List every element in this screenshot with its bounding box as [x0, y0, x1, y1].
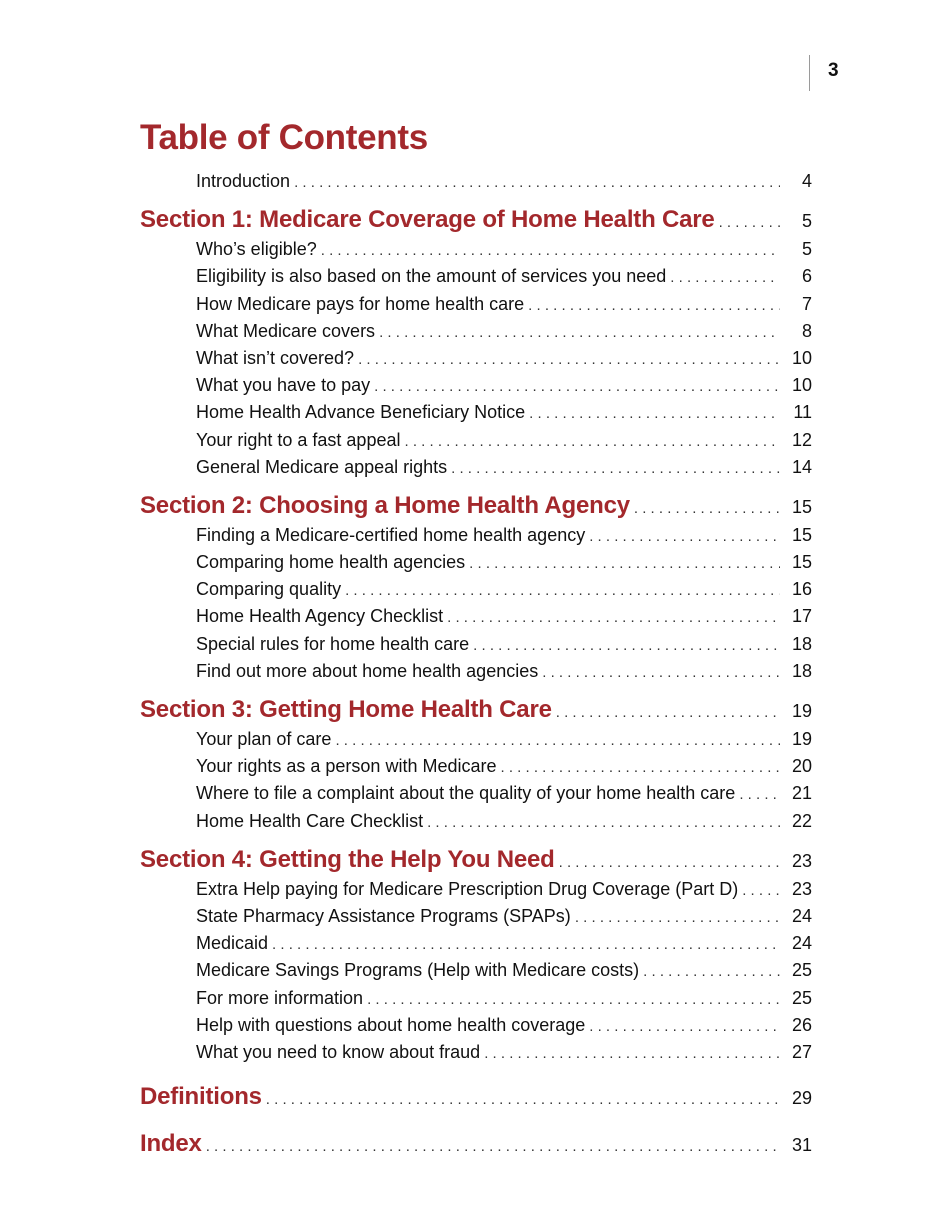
toc-entry-page: 21: [791, 783, 812, 804]
dot-leader: [321, 242, 780, 259]
toc-section-heading[interactable]: [140, 1130, 812, 1163]
toc-section-page: 19: [791, 701, 812, 721]
toc-entry-label: Finding a Medicare-certified home health agency: [196, 524, 586, 545]
toc-section-title: Section 4: Getting the Help You Need: [140, 845, 555, 873]
toc-section-heading[interactable]: [140, 492, 812, 525]
toc-entry-page: 15: [791, 524, 812, 545]
dot-leader: [589, 1018, 780, 1035]
toc-entry[interactable]: [196, 879, 812, 906]
toc-section-heading[interactable]: [140, 1083, 812, 1116]
toc-entry-page: 24: [791, 933, 812, 954]
toc-section-page: 15: [791, 496, 812, 517]
toc-entry-label: What you have to pay: [196, 375, 371, 396]
dot-leader: [556, 704, 780, 721]
toc-entry-page: 23: [791, 878, 812, 899]
toc-entry[interactable]: [196, 457, 812, 484]
toc-entry-label: Medicaid: [196, 933, 269, 954]
toc-entry-page: 11: [793, 402, 812, 423]
toc-entry-label: How Medicare pays for home health care: [196, 293, 525, 314]
toc-section-heading[interactable]: [140, 206, 812, 239]
toc-entry-label: Home Health Agency Checklist: [196, 606, 444, 627]
toc-entry[interactable]: [196, 266, 812, 293]
toc-entry[interactable]: [196, 348, 812, 375]
toc-entry-page: 26: [791, 1014, 812, 1035]
toc-entry[interactable]: [196, 375, 812, 402]
dot-leader: [528, 297, 780, 314]
dot-leader: [484, 1045, 780, 1062]
dot-leader: [589, 528, 780, 545]
toc-entry-label: Home Health Care Checklist: [196, 810, 424, 831]
toc-entry[interactable]: [196, 579, 812, 606]
toc-entry[interactable]: [196, 811, 812, 838]
dot-leader: [742, 882, 780, 899]
toc-entry[interactable]: [196, 988, 812, 1015]
toc-entry[interactable]: [196, 525, 812, 552]
toc-entry[interactable]: [196, 1015, 812, 1042]
toc-section-page: 23: [791, 850, 812, 871]
toc-entry-page: 24: [791, 905, 812, 926]
toc-entry-label: Find out more about home health agencies: [196, 660, 539, 681]
dot-leader: [634, 500, 780, 517]
toc-entry-label: Help with questions about home health coverage: [196, 1014, 586, 1035]
dot-leader: [345, 582, 780, 599]
toc-entry-page: 10: [791, 375, 812, 396]
dot-leader: [469, 555, 780, 572]
toc-entry[interactable]: [196, 960, 812, 987]
toc-entry-page: 27: [791, 1041, 812, 1062]
toc-entry-label: Your plan of care: [196, 729, 332, 749]
toc-entry[interactable]: [196, 552, 812, 579]
toc-entry-label: Your rights as a person with Medicare: [196, 756, 497, 777]
toc-entry-page: 5: [801, 239, 812, 260]
dot-leader: [575, 909, 780, 926]
toc-entry[interactable]: [196, 906, 812, 933]
dot-leader: [272, 936, 780, 953]
toc-entry-label: What Medicare covers: [196, 320, 376, 341]
toc-entry-page: 4: [801, 171, 812, 191]
dot-leader: [266, 1091, 780, 1108]
toc-entry-page: 19: [791, 729, 812, 749]
toc-entry[interactable]: [196, 294, 812, 321]
dot-leader: [670, 269, 780, 286]
toc-entry-page: 8: [801, 320, 812, 341]
toc-entry[interactable]: [196, 1042, 812, 1069]
dot-leader: [374, 378, 780, 395]
dot-leader: [367, 991, 780, 1008]
toc-entry-introduction[interactable]: [196, 171, 812, 198]
dot-leader: [335, 732, 780, 749]
toc-entry[interactable]: [196, 430, 812, 457]
toc-entry-page: 25: [791, 960, 812, 981]
dot-leader: [427, 814, 780, 831]
toc-entry[interactable]: [196, 783, 812, 810]
page-title: Table of Contents: [140, 118, 428, 157]
toc-entry[interactable]: [196, 634, 812, 661]
toc-entry[interactable]: [196, 933, 812, 960]
toc-entry-label: Comparing quality: [196, 579, 342, 600]
toc-entry-label: What you need to know about fraud: [196, 1041, 481, 1062]
toc-entry[interactable]: [196, 606, 812, 633]
toc-entry-label: For more information: [196, 987, 364, 1008]
toc-entry-page: 22: [791, 810, 812, 831]
dot-leader: [451, 460, 780, 477]
dot-leader: [529, 405, 780, 422]
toc-entry-page: 25: [791, 987, 812, 1008]
dot-leader: [739, 786, 780, 803]
dot-leader: [559, 854, 780, 871]
toc-section-title: Index: [140, 1130, 202, 1158]
toc-section-heading[interactable]: [140, 846, 812, 879]
dot-leader: [379, 324, 780, 341]
toc-entry-label: Where to file a complaint about the quality of your home health care: [196, 783, 736, 804]
toc-section-page: 29: [791, 1088, 812, 1109]
dot-leader: [473, 637, 780, 654]
toc-entry-label: Medicare Savings Programs (Help with Medicare costs): [196, 960, 640, 981]
dot-leader: [404, 433, 780, 450]
toc-section-title: Section 3: Getting Home Health Care: [140, 696, 552, 723]
page-number: 3: [828, 60, 839, 81]
toc-entry-label: Home Health Advance Beneficiary Notice: [196, 402, 526, 423]
toc-entry-page: 18: [791, 660, 812, 681]
toc-entry-page: 15: [791, 552, 812, 573]
dot-leader: [643, 963, 780, 980]
toc-entry-label: What isn’t covered?: [196, 347, 355, 368]
toc-entry-label: Introduction: [196, 171, 291, 191]
dot-leader: [501, 759, 781, 776]
toc-entry-page: 20: [791, 756, 812, 777]
toc-entry-page: 6: [801, 266, 812, 287]
toc-entry[interactable]: [196, 402, 812, 429]
toc-entry[interactable]: [196, 321, 812, 348]
toc-section-page: 31: [791, 1135, 812, 1156]
toc-entry-label: Eligibility is also based on the amount of services you need: [196, 266, 667, 287]
page-number-divider: [809, 55, 810, 91]
dot-leader: [294, 174, 780, 191]
dot-leader: [542, 664, 780, 681]
table-of-contents: [140, 171, 812, 1163]
toc-section-title: Definitions: [140, 1083, 262, 1111]
toc-entry-page: 7: [801, 293, 812, 314]
toc-entry-page: 12: [791, 429, 812, 450]
toc-entry-page: 16: [791, 579, 812, 600]
toc-section-page: 5: [801, 211, 812, 232]
toc-entry-label: General Medicare appeal rights: [196, 456, 448, 477]
dot-leader: [358, 351, 780, 368]
dot-leader: [206, 1138, 780, 1155]
toc-entry[interactable]: [196, 756, 812, 783]
toc-entry[interactable]: [196, 661, 812, 688]
toc-entry-page: 14: [791, 456, 812, 477]
toc-entry-label: State Pharmacy Assistance Programs (SPAPs): [196, 905, 571, 926]
toc-entry[interactable]: [196, 729, 812, 756]
toc-section-title: Section 2: Choosing a Home Health Agency: [140, 491, 630, 519]
toc-section-title: Section 1: Medicare Coverage of Home Health Care: [140, 206, 715, 234]
toc-entry-label: Extra Help paying for Medicare Prescription Drug Coverage (Part D): [196, 878, 739, 899]
toc-entry-label: Comparing home health agencies: [196, 552, 466, 573]
toc-entry-label: Who’s eligible?: [196, 239, 317, 260]
toc-entry-page: 18: [791, 633, 812, 654]
toc-section-heading[interactable]: [140, 696, 812, 729]
toc-entry[interactable]: [196, 239, 812, 266]
dot-leader: [447, 609, 780, 626]
dot-leader: [719, 214, 780, 231]
toc-entry-page: 17: [791, 606, 812, 627]
toc-entry-label: Your right to a fast appeal: [196, 429, 401, 450]
toc-entry-label: Special rules for home health care: [196, 633, 470, 654]
toc-entry-page: 10: [791, 347, 812, 368]
